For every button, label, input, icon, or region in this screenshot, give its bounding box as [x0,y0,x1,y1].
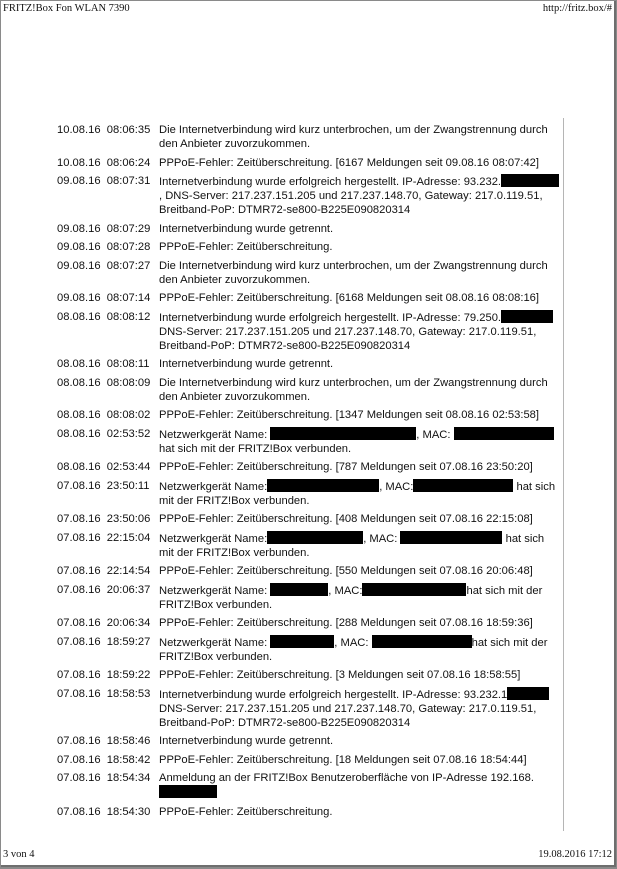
log-entry-date: 10.08.16 [57,156,101,169]
log-entry-time: 23:50:06 [106,513,151,526]
log-entry-date: 08.08.16 [57,409,101,422]
redaction-block [267,479,379,492]
log-entry-date: 07.08.16 [57,687,101,700]
log-entry-text: PPPoE-Fehler: Zeitüberschreitung. [6168 Meldungen seit 08.08.16 08:08:16] [159,292,539,305]
log-entry-date: 07.08.16 [57,617,101,630]
log-entry [57,668,565,682]
log-entry-text: Netzwerkgerät Name: [159,636,271,649]
log-entry-message [159,479,565,508]
log-entry-message [159,310,565,354]
redaction-block [270,635,334,648]
log-entry-date: 08.08.16 [57,427,101,440]
log-entry-time: 08:06:24 [106,156,151,169]
log-entry-datetime [57,753,159,767]
log-entry-message [159,583,565,612]
log-entry-message [159,123,565,151]
log-entry-date: 08.08.16 [57,461,101,474]
log-entry-text: , MAC: [328,584,363,597]
log-entry-message [159,357,565,371]
log-entry-datetime [57,376,159,404]
log-entry [57,512,565,526]
log-entry-datetime [57,156,159,170]
log-entry-datetime [57,408,159,422]
log-entry-message [159,408,565,422]
log-entry-time: 18:54:30 [106,805,151,818]
log-entry-time: 08:07:14 [106,292,151,305]
log-entry-datetime [57,687,159,731]
log-entry-date: 09.08.16 [57,292,101,305]
log-entry-text: PPPoE-Fehler: Zeitüberschreitung. [3 Meldungen seit 07.08.16 18:58:55] [159,669,521,682]
log-entry-message [159,668,565,682]
log-entry [57,771,565,800]
log-entry-datetime [57,479,159,508]
log-entry-time: 18:54:34 [106,772,151,785]
log-entry [57,240,565,254]
log-entry-message [159,753,565,767]
log-entry-message [159,616,565,630]
log-entry-date: 09.08.16 [57,174,101,187]
log-entry-datetime [57,668,159,682]
log-entry-text: hat sich mit der FRITZ!Box verbunden. [159,584,543,611]
log-entry-datetime [57,357,159,371]
log-entry-time: 08:07:31 [106,174,151,187]
log-entry-time: 08:07:28 [106,241,151,254]
log-entry-message [159,564,565,578]
log-entry-date: 07.08.16 [57,669,101,682]
log-entry-message [159,427,565,456]
log-entry-text: PPPoE-Fehler: Zeitüberschreitung. [159,805,333,818]
log-entry-text: PPPoE-Fehler: Zeitüberschreitung. [550 Meldungen seit 07.08.16 20:06:48] [159,565,533,578]
log-entry [57,259,565,287]
log-entry-text: Die Internetverbindung wird kurz unterbrochen, um der Zwangstrennung durch den Anbieter zuvorzukommen. [159,376,548,403]
log-entry-date: 07.08.16 [57,531,101,544]
redaction-block [413,479,513,492]
log-entry-date: 09.08.16 [57,222,101,235]
log-entry-message [159,460,565,474]
log-entry-text: hat sich mit der FRITZ!Box verbunden. [159,480,556,507]
log-entry-date: 07.08.16 [57,735,101,748]
log-entry-datetime [57,427,159,456]
log-entry-datetime [57,460,159,474]
log-entry-text: Internetverbindung wurde getrennt. [159,735,334,748]
log-entry-time: 08:06:35 [106,124,151,136]
log-entry [57,564,565,578]
log-entry [57,479,565,508]
log-entry-message [159,291,565,305]
log-entry-text: hat sich mit der FRITZ!Box verbunden. [159,532,545,559]
log-entry-datetime [57,174,159,218]
log-entry-datetime [57,635,159,664]
log-entry-time: 08:07:27 [106,259,151,272]
log-entry-message [159,376,565,404]
log-entry-datetime [57,564,159,578]
log-entry-date: 10.08.16 [57,124,101,136]
log-entry-text: PPPoE-Fehler: Zeitüberschreitung. [408 Meldungen seit 07.08.16 22:15:08] [159,513,533,526]
log-entry-message [159,240,565,254]
log-entry-text: , MAC: [379,480,414,493]
log-entry-time: 18:58:46 [106,735,151,748]
redaction-block [270,427,416,440]
log-entry-message [159,771,565,800]
log-entry-time: 08:08:12 [106,310,151,323]
log-entry-datetime [57,734,159,748]
redaction-block [159,785,217,798]
log-entry-text: Netzwerkgerät Name: [159,480,268,493]
log-entry-datetime [57,310,159,354]
log-entry-date: 07.08.16 [57,513,101,526]
redaction-block [507,687,549,700]
log-entry-datetime [57,291,159,305]
log-entry-text: DNS-Server: 217.237.151.205 und 217.237.148.70, Gateway: 217.0.119.51, Breitband-PoP: DTMR72-se800-B225E090820314 [159,702,537,730]
log-entry [57,408,565,422]
log-entry-date: 09.08.16 [57,259,101,272]
log-entry-text: Internetverbindung wurde getrennt. [159,358,334,371]
log-entry [57,156,565,170]
log-entry [57,583,565,612]
log-entry-time: 08:08:02 [106,409,151,422]
log-entry-text: PPPoE-Fehler: Zeitüberschreitung. [787 Meldungen seit 07.08.16 23:50:20] [159,461,533,474]
log-entry-text: PPPoE-Fehler: Zeitüberschreitung. [1347 Meldungen seit 08.08.16 02:53:58] [159,409,539,422]
log-entry-datetime [57,531,159,560]
log-entry-text: , MAC: [334,636,372,649]
log-entry-text: PPPoE-Fehler: Zeitüberschreitung. [6167 Meldungen seit 09.08.16 08:07:42] [159,156,539,169]
log-entry-date: 07.08.16 [57,635,101,648]
event-log [57,123,565,823]
log-entry-datetime [57,512,159,526]
log-entry [57,310,565,354]
log-entry-message [159,512,565,526]
log-entry [57,174,565,218]
log-entry-time: 02:53:44 [106,461,151,474]
log-entry-datetime [57,771,159,800]
log-entry-date: 07.08.16 [57,583,101,596]
log-entry-datetime [57,222,159,236]
log-entry-time: 08:07:29 [106,222,151,235]
log-entry-time: 22:14:54 [106,565,151,578]
log-entry [57,635,565,664]
log-entry [57,687,565,731]
log-entry [57,616,565,630]
log-entry-text: PPPoE-Fehler: Zeitüberschreitung. [288 Meldungen seit 07.08.16 18:59:36] [159,617,533,630]
log-entry-date: 07.08.16 [57,479,101,492]
log-entry [57,123,565,151]
log-entry-text: Internetverbindung wurde erfolgreich hergestellt. IP-Adresse: 93.232.1 [159,688,508,701]
log-entry-text: Internetverbindung wurde erfolgreich hergestellt. IP-Adresse: 79.250. [159,311,502,324]
log-entry-text: , MAC: [363,532,401,545]
footer-datetime: 19.08.2016 17:12 [538,849,612,860]
log-entry-date: 09.08.16 [57,241,101,254]
log-entry-date: 08.08.16 [57,376,101,389]
log-entry-message [159,259,565,287]
log-entry [57,753,565,767]
log-entry-time: 18:58:42 [106,753,151,766]
log-entry-text: PPPoE-Fehler: Zeitüberschreitung. [159,241,333,254]
log-entry-text: , MAC: [416,428,454,441]
log-entry-time: 18:59:22 [106,669,151,682]
log-entry-text: hat sich mit der FRITZ!Box verbunden. [159,636,548,663]
log-entry-text: Netzwerkgerät Name: [159,532,268,545]
log-entry-text: DNS-Server: 217.237.151.205 und 217.237.148.70, Gateway: 217.0.119.51, Breitband-PoP: DTMR72-se800-B225E090820314 [159,325,537,352]
log-entry [57,531,565,560]
log-entry-text: hat sich mit der FRITZ!Box verbunden. [159,442,352,455]
redaction-block [267,531,363,544]
log-entry-message [159,805,565,819]
log-entry-datetime [57,240,159,254]
log-entry [57,222,565,236]
printed-page [1,1,616,867]
log-entry [57,734,565,748]
log-entry-date: 07.08.16 [57,565,101,578]
redaction-block [362,583,466,596]
log-entry-text: Die Internetverbindung wird kurz unterbrochen, um der Zwangstrennung durch den Anbieter zuvorzukommen. [159,259,548,286]
redaction-block [501,174,559,187]
header-title: FRITZ!Box Fon WLAN 7390 [3,3,130,14]
log-entry-datetime [57,123,159,151]
log-entry-datetime [57,805,159,819]
redaction-block [270,583,328,596]
log-entry-time: 18:58:53 [106,687,151,700]
log-entry [57,427,565,456]
log-entry-text: Netzwerkgerät Name: [159,584,271,597]
log-entry-text: Anmeldung an der FRITZ!Box Benutzeroberfläche von IP-Adresse 192.168. [159,772,534,785]
log-entry-date: 08.08.16 [57,310,101,323]
log-entry-time: 22:15:04 [106,531,151,544]
log-entry-message [159,734,565,748]
log-entry-text: Netzwerkgerät Name: [159,428,271,441]
log-entry-datetime [57,616,159,630]
log-entry-date: 08.08.16 [57,358,101,371]
log-entry-time: 08:08:11 [106,358,150,371]
log-entry [57,376,565,404]
footer-page-number: 3 von 4 [3,849,35,860]
log-entry-date: 07.08.16 [57,772,101,785]
log-entry-text: Internetverbindung wurde getrennt. [159,222,334,235]
log-entry-message [159,156,565,170]
log-entry-time: 02:53:52 [106,427,151,440]
log-entry-date: 07.08.16 [57,753,101,766]
log-entry-time: 08:08:09 [106,376,151,389]
log-entry [57,460,565,474]
log-entry-text: Die Internetverbindung wird kurz unterbrochen, um der Zwangstrennung durch den Anbieter zuvorzukommen. [159,124,548,151]
log-entry-datetime [57,583,159,612]
log-entry-message [159,174,565,218]
log-entry [57,357,565,371]
log-entry-time: 23:50:11 [106,479,150,492]
log-entry-message [159,222,565,236]
log-entry-time: 20:06:34 [106,617,151,630]
log-entry-message [159,687,565,731]
log-entry-time: 20:06:37 [106,583,151,596]
redaction-block [454,427,554,440]
header-url: http://fritz.box/# [542,3,612,14]
redaction-block [501,310,553,323]
redaction-block [372,635,472,648]
log-entry-text: Internetverbindung wurde erfolgreich hergestellt. IP-Adresse: 93.232. [159,175,502,188]
log-entry [57,291,565,305]
log-entry-time: 18:59:27 [106,635,151,648]
log-entry-text: , DNS-Server: 217.237.151.205 und 217.237.148.70, Gateway: 217.0.119.51, Breitband-PoP: DTMR72-se800-B225E090820314 [159,190,543,217]
log-entry [57,805,565,819]
log-entry-date: 07.08.16 [57,805,101,818]
log-entry-text: PPPoE-Fehler: Zeitüberschreitung. [18 Meldungen seit 07.08.16 18:54:44] [159,753,527,766]
log-entry-message [159,635,565,664]
log-entry-message [159,531,565,560]
log-entry-datetime [57,259,159,287]
redaction-block [400,531,502,544]
